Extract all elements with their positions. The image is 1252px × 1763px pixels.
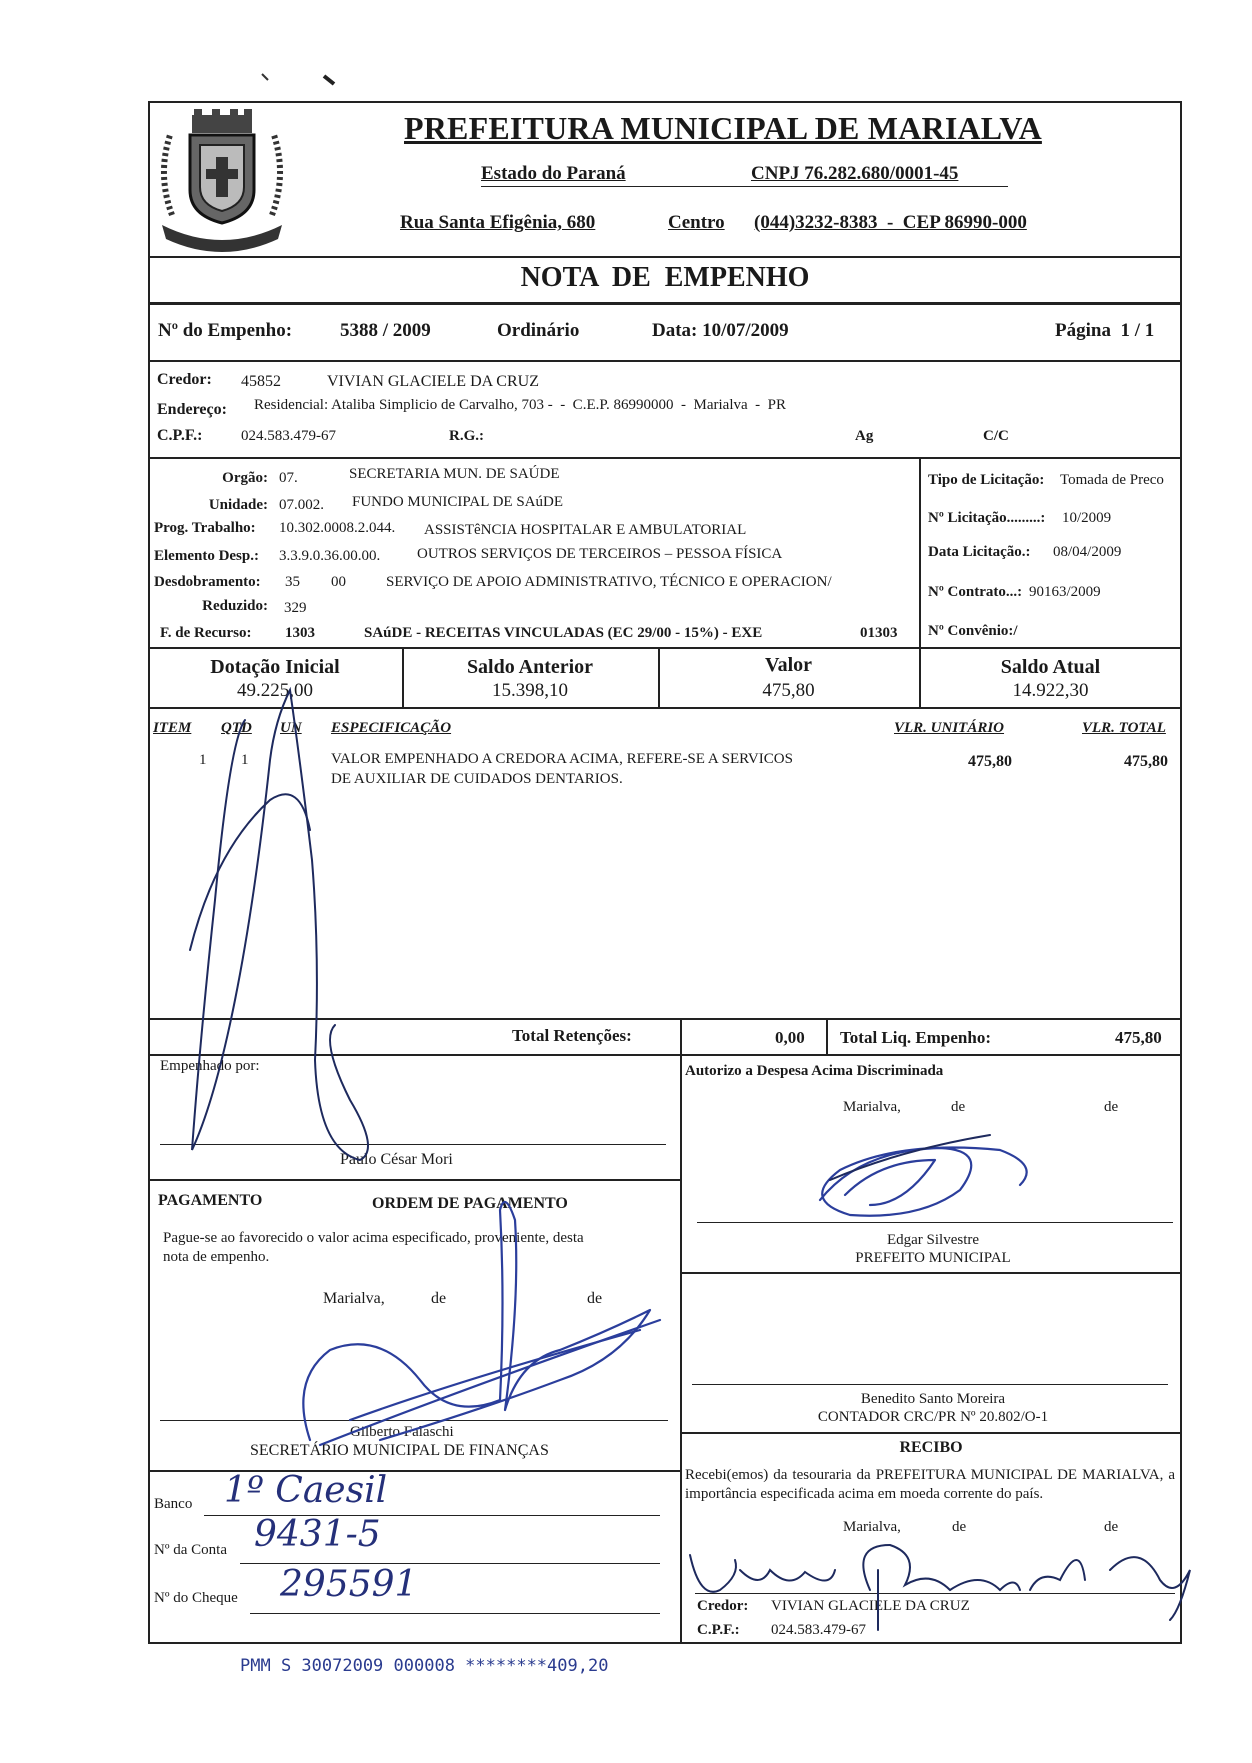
date-de-label: de <box>1104 1099 1119 1115</box>
municipality-title: PREFEITURA MUNICIPAL DE MARIALVA <box>404 110 1042 146</box>
ordem-pagamento-label: ORDEM DE PAGAMENTO <box>372 1195 568 1212</box>
licitacao-type: Tomada de Preco <box>1060 472 1164 488</box>
recibo-cpf: 024.583.479-67 <box>771 1622 866 1638</box>
row-item: 1 <box>199 752 207 768</box>
document-title: NOTA DE EMPENHO <box>520 262 810 293</box>
recurso-code: 1303 <box>285 625 315 641</box>
prog-label: Prog. Trabalho: <box>154 520 256 536</box>
credor-label: Credor: <box>157 371 212 388</box>
mayor-role: PREFEITO MUNICIPAL <box>855 1250 1011 1266</box>
orgao-name: SECRETARIA MUN. DE SAÚDE <box>349 466 560 482</box>
district-label: Centro <box>668 212 725 233</box>
cpf-label: C.P.F.: <box>157 427 203 444</box>
reduzido-value: 329 <box>284 600 307 616</box>
row-total-value: 475,80 <box>1124 753 1168 770</box>
row-spec-line1: VALOR EMPENHADO A CREDORA ACIMA, REFERE-SE A SERVICOS <box>331 751 793 767</box>
retencoes-value: 0,00 <box>775 1028 805 1047</box>
seal-text: MARIALVA <box>196 224 259 237</box>
date-de-label: de <box>587 1290 603 1307</box>
prog-code: 10.302.0008.2.044. <box>279 520 396 536</box>
licitacao-number-label: Nº Licitação.........: <box>928 510 1046 526</box>
desdobramento-label: Desdobramento: <box>154 574 261 590</box>
empenho-number-label: Nº do Empenho: <box>158 320 293 341</box>
prog-name: ASSISTêNCIA HOSPITALAR E AMBULATORIAL <box>424 522 747 538</box>
desdobramento-name: SERVIÇO DE APOIO ADMINISTRATIVO, TÉCNICO E OPERACION/ <box>386 574 832 590</box>
col-item-header: ITEM <box>153 720 192 736</box>
orgao-code: 07. <box>279 470 298 486</box>
ordem-text-line1: Pague-se ao favorecido o valor acima especificado, proveniente, desta <box>163 1230 584 1246</box>
recibo-credor-name: VIVIAN GLACIELE DA CRUZ <box>771 1598 970 1614</box>
saldo-anterior-label: Saldo Anterior <box>466 656 594 678</box>
unidade-name: FUNDO MUNICIPAL DE SAúDE <box>352 494 563 510</box>
row-qtd: 1 <box>241 752 249 768</box>
rg-label: R.G.: <box>449 428 484 444</box>
empenho-date: Data: 10/07/2009 <box>652 320 789 341</box>
licitacao-date: 08/04/2009 <box>1053 544 1122 560</box>
recibo-cpf-label: C.P.F.: <box>697 1622 740 1638</box>
desdobramento-b: 00 <box>331 574 346 590</box>
saldo-anterior-value: 15.398,10 <box>492 680 568 701</box>
unidade-code: 07.002. <box>279 497 324 513</box>
credor-code: 45852 <box>241 373 281 390</box>
city-label: Marialva, <box>843 1519 901 1535</box>
autorizo-label: Autorizo a Despesa Acima Discriminada <box>685 1063 944 1079</box>
finance-secretary-role: SECRETÁRIO MUNICIPAL DE FINANÇAS <box>250 1442 549 1459</box>
credor-address: Residencial: Ataliba Simplicio de Carvalho, 703 - - C.E.P. 86990000 - Marialva - PR <box>254 397 787 413</box>
cheque-handwritten: 295591 <box>280 1564 418 1605</box>
accountant-role: CONTADOR CRC/PR Nº 20.802/O-1 <box>817 1409 1049 1425</box>
valor-label: Valor <box>764 654 813 676</box>
recurso-number: 01303 <box>860 625 898 641</box>
recibo-credor-label: Credor: <box>697 1598 749 1614</box>
conta-handwritten: 9431-5 <box>254 1514 381 1555</box>
saldo-atual-label: Saldo Atual <box>1000 656 1101 678</box>
phone-cep-label: (044)3232-8383 - CEP 86990-000 <box>754 212 1027 233</box>
liq-empenho-label: Total Liq. Empenho: <box>840 1028 991 1047</box>
row-spec-line2: DE AUXILIAR DE CUIDADOS DENTARIOS. <box>331 771 623 787</box>
date-de-label: de <box>431 1290 447 1307</box>
recurso-name: SAúDE - RECEITAS VINCULADAS (EC 29/00 - 15%) - EXE <box>364 625 763 641</box>
empenhado-por-name: Paulo César Mori <box>340 1151 453 1168</box>
dotacao-label: Dotação Inicial <box>210 656 340 678</box>
elemento-label: Elemento Desp.: <box>154 548 259 564</box>
elemento-name: OUTROS SERVIÇOS DE TERCEIROS – PESSOA FÍSICA <box>417 546 783 562</box>
scan-specks <box>262 74 334 84</box>
ordem-text-line2: nota de empenho. <box>163 1249 270 1265</box>
col-qtd-header: QTD <box>221 720 252 736</box>
recibo-text: Recebi(emos) da tesouraria da PREFEITURA MUNICIPAL DE MARIALVA, a importância especificada acima em moeda corrente do país. <box>685 1467 1175 1502</box>
contrato-label: Nº Contrato...: <box>928 584 1023 600</box>
licitacao-type-label: Tipo de Licitação: <box>928 472 1045 488</box>
elemento-code: 3.3.9.0.36.00.00. <box>279 548 381 564</box>
conta-label: Nº da Conta <box>154 1542 227 1558</box>
mayor-signature <box>820 1135 1027 1216</box>
col-spec-header: ESPECIFICAÇÃO <box>331 720 452 736</box>
page-number: Página 1 / 1 <box>1055 320 1155 341</box>
empenhado-por-label: Empenhado por: <box>160 1058 260 1074</box>
credor-signature <box>690 1545 1190 1630</box>
date-de-label: de <box>951 1099 966 1115</box>
dotacao-value: 49.225,00 <box>237 680 313 701</box>
date-de-label: de <box>952 1519 967 1535</box>
accountant-name: Benedito Santo Moreira <box>860 1391 1006 1407</box>
credor-name: VIVIAN GLACIELE DA CRUZ <box>327 373 539 390</box>
finance-secretary-name: Gilberto Falaschi <box>350 1424 454 1440</box>
unidade-label: Unidade: <box>208 497 268 513</box>
credor-cpf: 024.583.479-67 <box>241 428 336 444</box>
reduzido-label: Reduzido: <box>202 598 268 614</box>
city-label: Marialva, <box>323 1290 385 1307</box>
banco-handwritten: 1º Caesil <box>224 1470 388 1511</box>
banco-label: Banco <box>154 1496 193 1512</box>
licitacao-number: 10/2009 <box>1062 510 1112 526</box>
mayor-name: Edgar Silvestre <box>886 1232 980 1248</box>
state-label: Estado do Paraná <box>481 163 626 184</box>
col-total-header: VLR. TOTAL <box>1082 720 1166 736</box>
street-label: Rua Santa Efigênia, 680 <box>400 212 596 233</box>
payment-stamp: PMM S 30072009 000008 ********409,20 <box>240 1656 609 1676</box>
ag-label: Ag <box>855 428 874 444</box>
col-un-header: UN <box>280 720 302 736</box>
finance-signature <box>303 1202 660 1445</box>
row-unit-value: 475,80 <box>968 753 1012 770</box>
pagamento-label: PAGAMENTO <box>158 1192 263 1209</box>
col-unit-header: VLR. UNITÁRIO <box>894 720 1005 736</box>
recurso-label: F. de Recurso: <box>160 625 252 641</box>
city-label: Marialva, <box>843 1099 901 1115</box>
contrato-number: 90163/2009 <box>1029 584 1101 600</box>
convenio-label: Nº Convênio:/ <box>928 623 1018 639</box>
desdobramento-a: 35 <box>285 574 300 590</box>
empenho-signature <box>190 690 368 1160</box>
empenho-number: 5388 / 2009 <box>340 320 431 341</box>
recibo-label: RECIBO <box>899 1439 963 1456</box>
cheque-label: Nº do Cheque <box>154 1590 238 1606</box>
liq-empenho-value: 475,80 <box>1115 1028 1162 1047</box>
valor-value: 475,80 <box>762 680 815 701</box>
licitacao-date-label: Data Licitação.: <box>928 544 1031 560</box>
cc-label: C/C <box>983 428 1009 444</box>
empenho-type: Ordinário <box>497 320 580 341</box>
date-de-label: de <box>1104 1519 1119 1535</box>
saldo-atual-value: 14.922,30 <box>1012 680 1089 701</box>
retencoes-label: Total Retenções: <box>512 1026 632 1045</box>
cnpj-label: CNPJ 76.282.680/0001-45 <box>751 163 959 184</box>
address-label: Endereço: <box>157 401 227 418</box>
orgao-label: Orgão: <box>222 470 268 486</box>
